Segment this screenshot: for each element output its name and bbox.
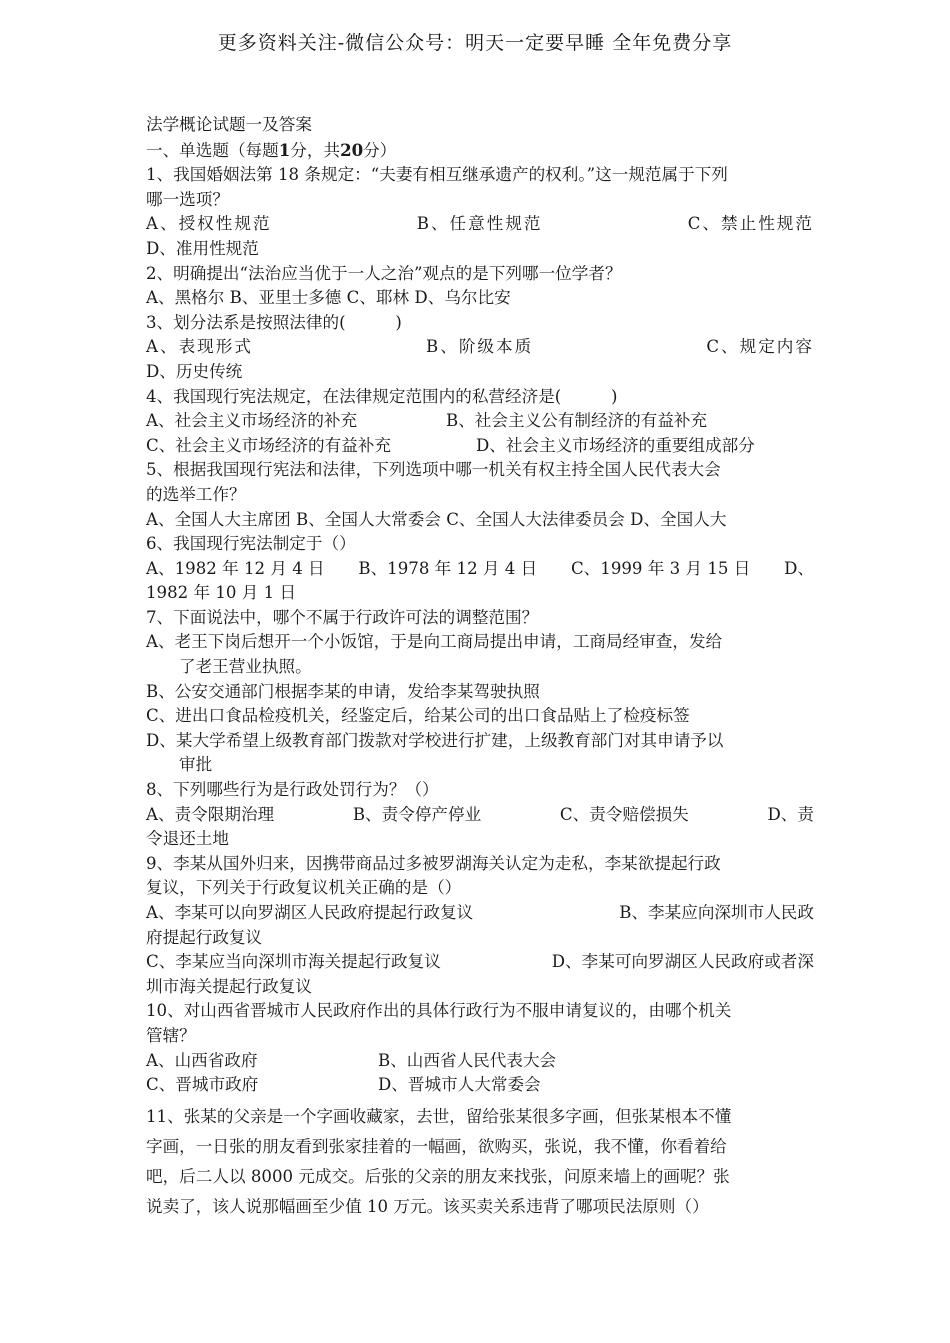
q9-options-ab: [146, 901, 814, 926]
q4-option-b: B、社会主义公有制经济的有益补充: [446, 411, 708, 431]
q9-option-b: B、李某应向深圳市人民政: [619, 903, 814, 922]
q6-options: [146, 557, 814, 582]
q10-stem-cont: 管辖？: [146, 1025, 196, 1045]
q1-stem: 1、我国婚姻法第 18 条规定：“夫妻有相互继承遗产的权利。”这一规范属于下列: [146, 165, 728, 185]
q4-option-d: D、社会主义市场经济的重要组成部分: [476, 435, 755, 455]
q9-option-b-cont: 府提起行政复议: [146, 927, 263, 947]
q9-option-d: D、李某可向罗湖区人民政府或者深: [551, 952, 814, 972]
q8-stem: 8、下列哪些行为是行政处罚行为？（）: [146, 780, 439, 800]
q6-option-c: C、1999 年 3 月 15 日: [570, 558, 751, 578]
q8-option-d-cont: 令退还土地: [146, 829, 229, 849]
q4-option-a: A、社会主义市场经济的补充: [146, 411, 358, 431]
q9-option-d-cont: 圳市海关提起行政复议: [146, 976, 312, 996]
q6-option-b: B、1978 年 12 月 4 日: [358, 558, 538, 578]
q11-line-1: 11、张某的父亲是一个字画收藏家，去世，留给张某很多字画，但张某根本不懂: [146, 1106, 732, 1126]
q1-stem-cont: 哪一选项？: [146, 189, 229, 209]
q8-option-d: D、责: [767, 804, 814, 824]
q3-options: [146, 335, 814, 360]
q9-option-c: C、李某应当向深圳市海关提起行政复议: [146, 952, 441, 972]
q1-option-b: B、任意性规范: [416, 214, 543, 234]
q6-option-d: D、: [784, 558, 814, 578]
q3-option-a: A、表现形式: [146, 337, 253, 357]
q6-option-a: A、1982 年 12 月 4 日: [146, 558, 325, 578]
q10-option-c: C、晋城市政府: [146, 1075, 259, 1095]
q11-line-4: 说卖了，该人说那幅画至少值 10 万元。该买卖关系违背了哪项民法原则（）: [146, 1196, 709, 1216]
q6-stem: 6、我国现行宪法制定于（）: [146, 534, 356, 554]
q3-option-d: D、历史传统: [146, 361, 243, 381]
q1-option-c: C、禁止性规范: [687, 214, 814, 234]
q9-option-a: A、李某可以向罗湖区人民政府提起行政复议: [146, 903, 474, 922]
q5-options: A、全国人大主席团 B、全国人大常委会 C、全国人大法律委员会 D、全国人大: [146, 509, 727, 529]
header-banner: 更多资料关注-微信公众号：明天一定要早睡 全年免费分享: [217, 32, 733, 54]
q11-line-2: 字画，一日张的朋友看到张家挂着的一幅画，欲购买，张说，我不懂，你看着给: [146, 1136, 727, 1156]
q8-option-c: C、责令赔偿损失: [559, 804, 689, 824]
q5-stem-cont: 的选举工作？: [146, 484, 246, 504]
q7-stem: 7、下面说法中，哪个不属于行政许可法的调整范围？: [146, 607, 539, 627]
q8-options: [146, 803, 814, 828]
q10-options-cd: [146, 1073, 814, 1098]
q10-options-ab: [146, 1049, 814, 1074]
q2-options: A、黑格尔 B、亚里士多德 C、耶林 D、乌尔比安: [146, 288, 511, 308]
q7-option-d: D、某大学希望上级教育部门拨款对学校进行扩建，上级教育部门对其申请予以: [146, 730, 724, 750]
q10-option-a: A、山西省政府: [146, 1050, 258, 1070]
q3-stem: 3、划分法系是按照法律的( ): [146, 312, 402, 332]
q4-options-ab: [146, 409, 814, 434]
q8-option-b: B、责令停产停业: [352, 804, 482, 824]
q1-option-d: D、准用性规范: [146, 238, 259, 258]
section-heading: 一、单选题（每题1分，共20分）: [146, 139, 397, 160]
q7-option-c: C、进出口食品检疫机关，经鉴定后，给某公司的出口食品贴上了检疫标签: [146, 706, 690, 726]
q10-option-b: B、山西省人民代表大会: [378, 1050, 557, 1070]
q11-block: [146, 1102, 814, 1222]
q7-option-b: B、公安交通部门根据李某的申请，发给李某驾驶执照: [146, 681, 540, 701]
q9-options-cd: [146, 950, 814, 975]
doc-title: 法学概论试题一及答案: [146, 115, 312, 134]
q10-option-d: D、晋城市人大常委会: [378, 1075, 541, 1095]
q10-stem: 10、对山西省晋城市人民政府作出的具体行政行为不服申请复议的，由哪个机关: [146, 1001, 732, 1021]
q4-options-cd: [146, 434, 814, 459]
q6-option-d-cont: 1982 年 10 月 1 日: [146, 583, 297, 603]
q7-option-d-cont: 审批: [179, 755, 213, 775]
q3-option-b: B、阶级本质: [426, 337, 534, 357]
q7-option-a: A、老王下岗后想开一个小饭馆，于是向工商局提出申请，工商局经审查，发给: [146, 632, 723, 652]
q2-stem: 2、明确提出“法治应当优于一人之治”观点的是下列哪一位学者？: [146, 263, 622, 283]
q4-option-c: C、社会主义市场经济的有益补充: [146, 435, 392, 455]
q9-stem: 9、李某从国外归来，因携带商品过多被罗湖海关认定为走私，李某欲提起行政: [146, 853, 721, 873]
q1-option-a: A、授权性规范: [146, 214, 272, 234]
q4-stem: 4、我国现行宪法规定，在法律规定范围内的私营经济是( ): [146, 386, 618, 406]
q9-stem-cont: 复议，下列关于行政复议机关正确的是（）: [146, 878, 462, 898]
q5-stem: 5、根据我国现行宪法和法律，下列选项中哪一机关有权主持全国人民代表大会: [146, 460, 721, 480]
q1-options: [146, 212, 814, 237]
q8-option-a: A、责令限期治理: [146, 804, 275, 824]
q11-line-3: 吧，后二人以 8000 元成交。后张的父亲的朋友来找张，问原来墙上的画呢？张: [146, 1166, 730, 1186]
q7-option-a-cont: 了老王营业执照。: [179, 657, 312, 677]
exam-document: [146, 113, 814, 1222]
q3-option-c: C、规定内容: [706, 337, 814, 357]
